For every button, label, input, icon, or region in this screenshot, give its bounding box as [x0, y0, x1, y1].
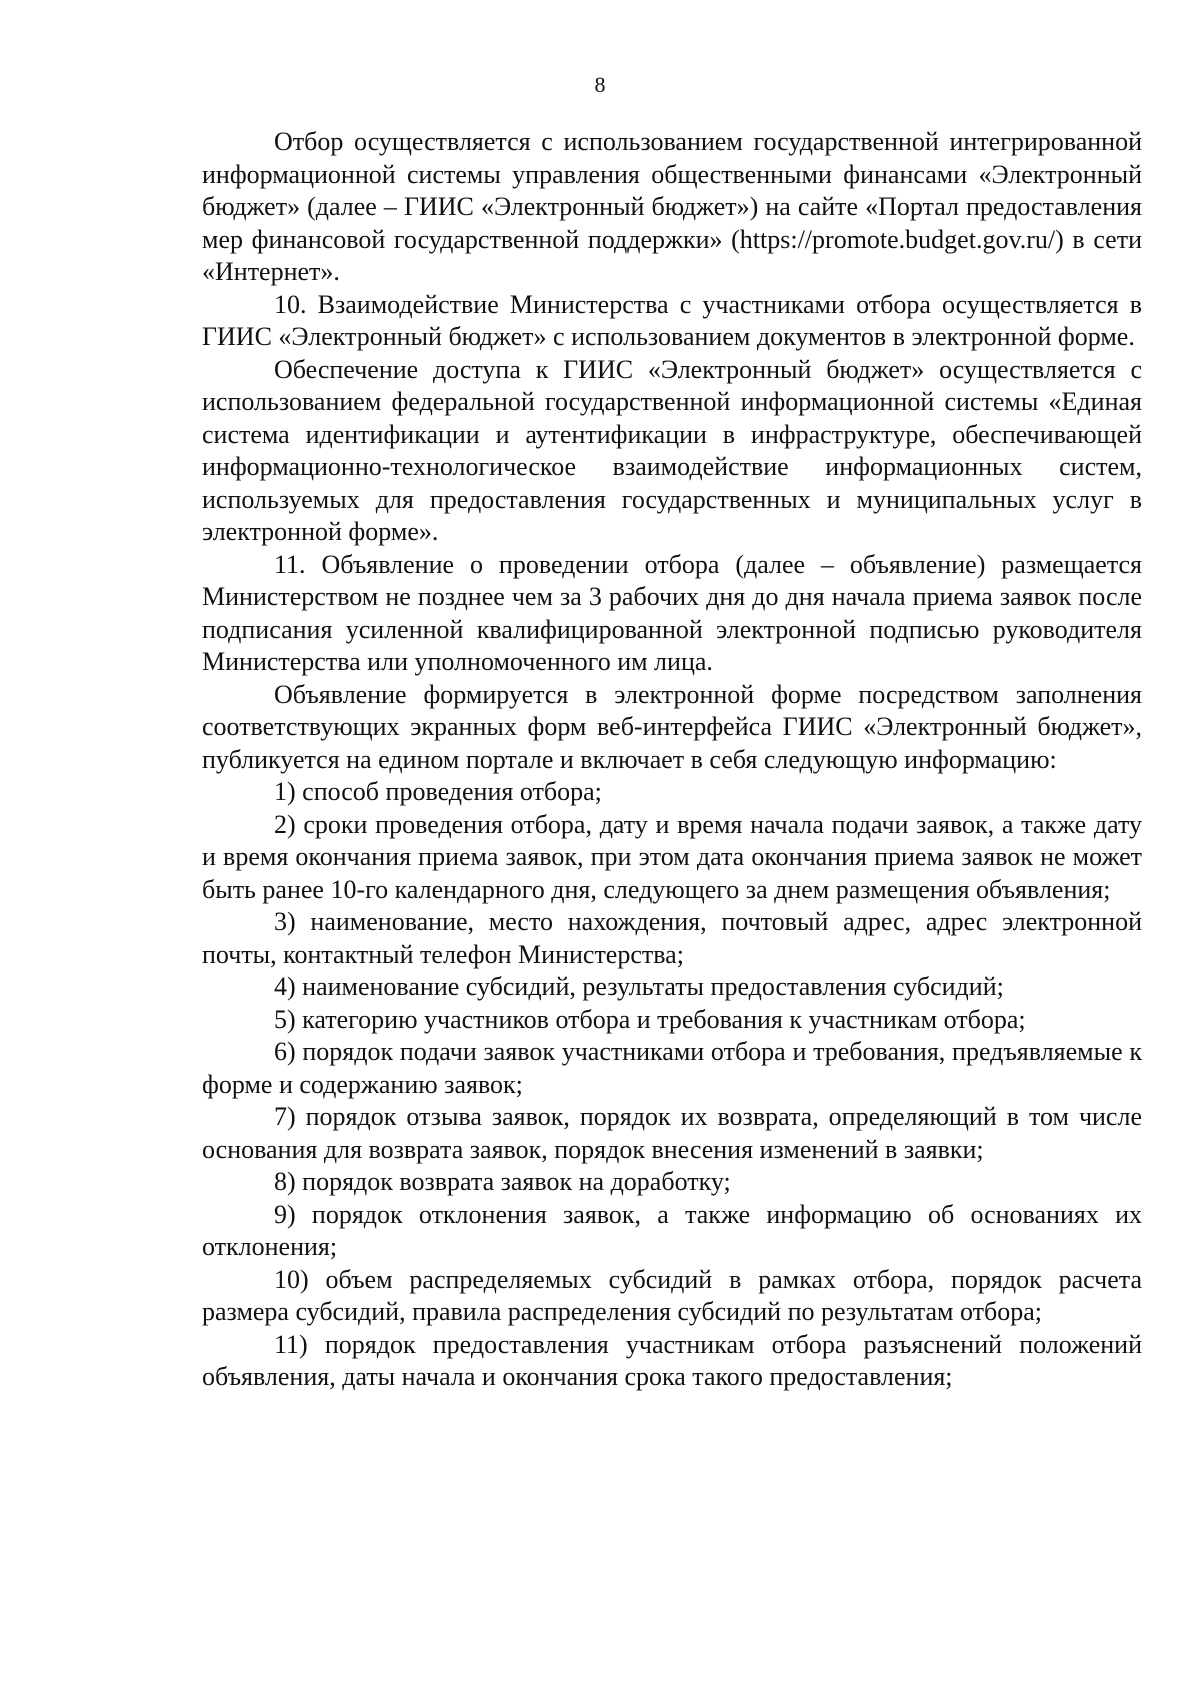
paragraph-access: Обеспечение доступа к ГИИС «Электронный бюджет» осуществляется с использованием федеральной государственной информационной системы «Единая система идентификации и аутентификации в инфраструктуре, обеспечивающей информационно-технологическое взаимодействие информационных систем, используемых для предоставления государственных и муниципальных услуг в электронной форме». [202, 354, 1142, 546]
list-item-8: 8) порядок возврата заявок на доработку; [274, 1167, 731, 1196]
paragraph-10-interaction: 10. Взаимодействие Министерства с участниками отбора осуществляется в ГИИС «Электронный бюджет» с использованием документов в электронной форме. [202, 289, 1142, 351]
list-item-9: 9) порядок отклонения заявок, а также информацию об основаниях их отклонения; [202, 1199, 1142, 1261]
list-item-6: 6) порядок подачи заявок участниками отбора и требования, предъявляемые к форме и содержанию заявок; [202, 1037, 1142, 1099]
page-number: 8 [594, 72, 606, 97]
list-item-11: 11) порядок предоставления участникам отбора разъяснений положений объявления, даты начала и окончания срока такого предоставления; [202, 1329, 1142, 1391]
document-body [202, 126, 1142, 1394]
list-item-5: 5) категорию участников отбора и требования к участникам отбора; [274, 1004, 1026, 1034]
list-item-3: 3) наименование, место нахождения, почтовый адрес, адрес электронной почты, контактный телефон Министерства; [202, 907, 1142, 969]
list-item-2: 2) сроки проведения отбора, дату и время начала подачи заявок, а также дату и время окончания приема заявок, при этом дата окончания приема заявок не может быть ранее 10-го календарного дня, следующего за днем размещения объявления; [202, 809, 1142, 904]
paragraph-announcement-content: Объявление формируется в электронной форме посредством заполнения соответствующих экранных форм веб-интерфейса ГИИС «Электронный бюджет», публикуется на едином портале и включает в себя следующую информацию: [202, 679, 1142, 774]
paragraph-selection-system: Отбор осуществляется с использованием государственной интегрированной информационной системы управления общественными финансами «Электронный бюджет» (далее – ГИИС «Электронный бюджет») на сайте «Портал предоставления мер финансовой государственной поддержки» (https://promote.budget.gov.ru/) в сети «Интернет». [202, 127, 1142, 286]
list-item-10: 10) объем распределяемых субсидий в рамках отбора, порядок расчета размера субсидий, правила распределения субсидий по результатам отбора; [202, 1264, 1142, 1326]
list-item-4: 4) наименование субсидий, результаты предоставления субсидий; [274, 972, 1004, 1001]
paragraph-11-announcement: 11. Объявление о проведении отбора (далее – объявление) размещается Министерством не позднее чем за 3 рабочих дня до дня начала приема заявок после подписания усиленной квалифицированной электронной подписью руководителя Министерства или уполномоченного им лица. [202, 549, 1142, 676]
list-item-1: 1) способ проведения отбора; [274, 777, 602, 806]
list-item-7: 7) порядок отзыва заявок, порядок их возврата, определяющий в том числе основания для возврата заявок, порядок внесения изменений в заявки; [202, 1102, 1142, 1164]
